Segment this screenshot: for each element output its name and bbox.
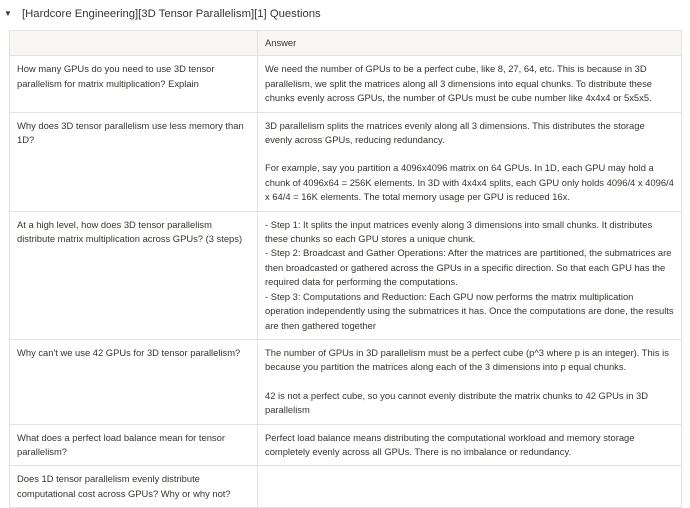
answer-cell[interactable]: [258, 339, 682, 424]
table-row: [10, 339, 682, 424]
column-header-answer[interactable]: Answer: [258, 31, 682, 56]
table-row: [10, 466, 682, 508]
answer-cell[interactable]: [258, 112, 682, 211]
paragraph-spacer: [265, 147, 674, 161]
paragraph-spacer: [265, 375, 674, 389]
questions-table: [9, 30, 682, 508]
answer-cell[interactable]: [258, 424, 682, 466]
answer-cell[interactable]: [258, 211, 682, 339]
table-row: [10, 211, 682, 339]
answer-paragraph: 42 is not a perfect cube, so you cannot evenly distribute the matrix chunks to 42 GPUs in 3D parallelism: [265, 389, 649, 416]
caret-down-icon[interactable]: ▼: [4, 9, 12, 18]
question-cell[interactable]: At a high level, how does 3D tensor parallelism distribute matrix multiplication across GPUs? (3 steps): [10, 211, 258, 339]
question-cell[interactable]: Does 1D tensor parallelism evenly distribute computational cost across GPUs? Why or why not?: [10, 466, 258, 508]
answer-step: - Step 3: Computations and Reduction: Each GPU now performs the matrix multiplication operation independently using the submatrices it has. Once the computations are done, the results are then gathered together: [265, 290, 674, 331]
table-row: [10, 424, 682, 466]
answer-paragraph: 3D parallelism splits the matrices evenly along all 3 dimensions. This distributes the storage evenly across GPUs, reducing redundancy.: [265, 119, 645, 146]
question-cell[interactable]: What does a perfect load balance mean for tensor parallelism?: [10, 424, 258, 466]
toggle-block-header[interactable]: [0, 0, 690, 28]
answer-paragraph: We need the number of GPUs to be a perfect cube, like 8, 27, 64, etc. This is because in 3D parallelism, we split the matrices along all 3 dimensions into equal chunks. To distribute these chunks evenly across GPUs, the number of GPUs must be cube number like 4x4x4 or 5x5x5.: [265, 63, 653, 104]
question-cell[interactable]: Why does 3D tensor parallelism use less memory than 1D?: [10, 112, 258, 211]
table-row: [10, 56, 682, 112]
answer-step: - Step 2: Broadcast and Gather Operations: After the matrices are partitioned, the submatrices are then broadcasted or gathered across the GPUs in a specific direction. So that each GPU has the required data for performing the computations.: [265, 247, 672, 288]
table-header-row: [10, 31, 682, 56]
answer-paragraph: Perfect load balance means distributing the computational workload and memory storage completely evenly across all GPUs. There is no imbalance or redundancy.: [265, 431, 635, 457]
answer-paragraph: The number of GPUs in 3D parallelism must be a perfect cube (p^3 where p is an integer). This is because you partition the matrices along each of the 3 dimensions into p equal chunks.: [265, 346, 669, 373]
questions-table-container: [9, 30, 681, 508]
answer-step: - Step 1: It splits the input matrices evenly along 3 dimensions into small chunks. It distributes these chunks so each GPU stores a unique chunk.: [265, 218, 653, 245]
answer-paragraph: For example, say you partition a 4096x4096 matrix on 64 GPUs. In 1D, each GPU may hold a chunk of 4096x64 = 256K elements. In 3D with 4x4x4 splits, each GPU only holds 4096/4 x 4096/4 x 64/4 = 16K elements. The total memory usage per GPU is reduced 16x.: [265, 162, 674, 203]
toggle-title: [Hardcore Engineering][3D Tensor Parallelism][1] Questions: [22, 8, 321, 20]
answer-cell-empty[interactable]: [258, 466, 682, 508]
column-header-question[interactable]: [10, 31, 258, 56]
question-cell[interactable]: Why can't we use 42 GPUs for 3D tensor parallelism?: [10, 339, 258, 424]
question-cell[interactable]: How many GPUs do you need to use 3D tensor parallelism for matrix multiplication? Explain: [10, 56, 258, 112]
answer-cell[interactable]: [258, 56, 682, 112]
table-row: [10, 112, 682, 211]
